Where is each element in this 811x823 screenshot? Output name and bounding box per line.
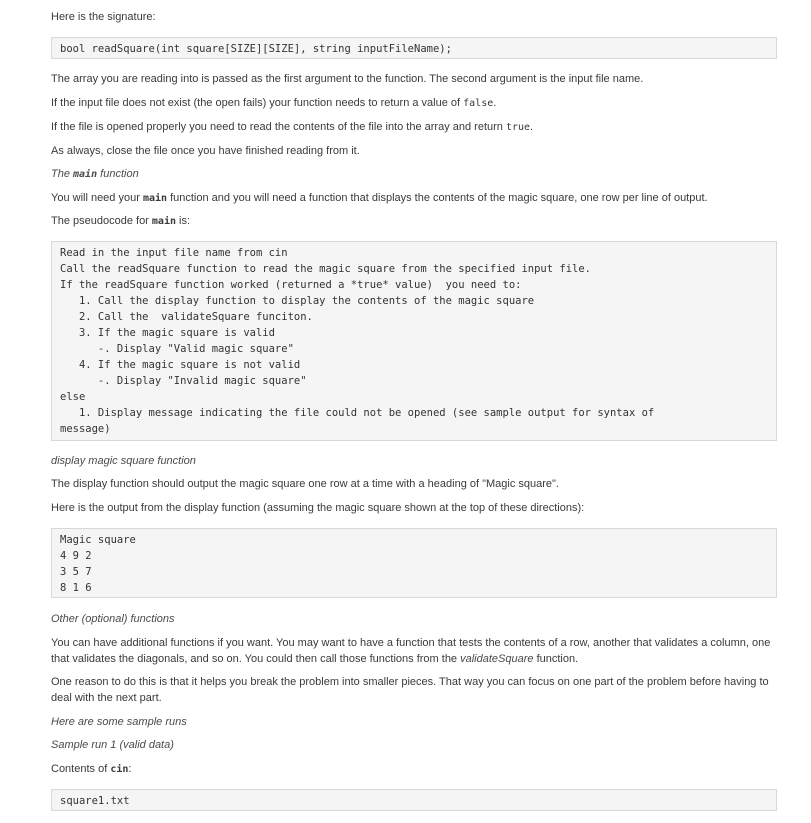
inline-code-true: true xyxy=(505,122,531,133)
pseudocode-line: Read in the input file name from cin xyxy=(60,247,288,259)
pseudocode-line: If the readSquare function worked (returned a *true* value) you need to: xyxy=(60,279,522,291)
signature-code-block xyxy=(51,37,777,59)
signature-code: bool readSquare(int square[SIZE][SIZE], string inputFileName); xyxy=(60,43,452,55)
paragraph-array-argument: The array you are reading into is passed as the first argument to the function. The second argument is the input file name. xyxy=(51,73,644,85)
pseudocode-line: 3. If the magic square is valid xyxy=(60,327,275,339)
pseudocode-line: 2. Call the validateSquare funciton. xyxy=(60,311,313,323)
sample-runs-heading: Here are some sample runs xyxy=(51,716,187,728)
sample-output-block xyxy=(51,528,777,598)
pseudocode-line: Call the readSquare function to read the magic square from the specified input file. xyxy=(60,263,592,275)
inline-code-main: main xyxy=(151,216,176,227)
output-line: 4 9 2 xyxy=(60,550,92,562)
main-function-heading: The main function xyxy=(51,168,139,180)
other-functions-heading: Other (optional) functions xyxy=(51,613,175,625)
inline-code-main: main xyxy=(73,169,98,180)
cin-contents-block xyxy=(51,789,777,811)
paragraph-open-fails: If the input file does not exist (the open fails) your function needs to return a value of false. xyxy=(51,97,497,109)
paragraph-main-display: You will need your main function and you will need a function that displays the contents of the magic square, one row per line of output. xyxy=(51,192,708,204)
paragraph-display-output-intro: Here is the output from the display function (assuming the magic square shown at the top of these directions): xyxy=(51,502,585,514)
paragraph-open-succeeds: If the file is opened properly you need to read the contents of the file into the array and return true. xyxy=(51,121,534,133)
output-line: 3 5 7 xyxy=(60,566,92,578)
pseudocode-line: 1. Display message indicating the file could not be opened (see sample output for syntax of xyxy=(60,407,655,419)
pseudocode-line: -. Display "Invalid magic square" xyxy=(60,375,307,387)
display-function-heading: display magic square function xyxy=(51,455,196,467)
output-line: Magic square xyxy=(60,534,136,546)
paragraph-close-file: As always, close the file once you have finished reading from it. xyxy=(51,145,360,157)
inline-code-cin: cin xyxy=(110,764,129,775)
paragraph-display-heading: The display function should output the magic square one row at a time with a heading of "Magic square". xyxy=(51,478,559,490)
pseudocode-line: -. Display "Valid magic square" xyxy=(60,343,294,355)
pseudocode-line: else xyxy=(60,391,86,403)
paragraph-smaller-pieces: One reason to do this is that it helps you break the problem into smaller pieces. That way you can focus on one part of the problem before having to deal with the next part. xyxy=(51,676,769,704)
inline-code-main: main xyxy=(142,193,168,204)
sample-run-1-heading: Sample run 1 (valid data) xyxy=(51,739,174,751)
paragraph-additional-functions: You can have additional functions if you want. You may want to have a function that tests the contents of a row, another that validates a column, one that validates the diagonals, and so on. You could then call those functions from the validateSquare function. xyxy=(51,637,771,665)
pseudocode-block xyxy=(51,241,777,441)
validate-square-emphasis: validateSquare xyxy=(460,653,534,665)
pseudocode-line: 4. If the magic square is not valid xyxy=(60,359,301,371)
paragraph-pseudocode-intro: The pseudocode for main is: xyxy=(51,215,191,227)
pseudocode-line: 1. Call the display function to display the contents of the magic square xyxy=(60,295,535,307)
pseudocode-line: message) xyxy=(60,423,111,435)
cin-value: square1.txt xyxy=(60,795,130,807)
contents-of-cin-label: Contents of cin: xyxy=(51,763,132,775)
signature-heading: Here is the signature: xyxy=(51,11,156,23)
inline-code-false: false xyxy=(463,98,494,109)
output-line: 8 1 6 xyxy=(60,582,92,594)
